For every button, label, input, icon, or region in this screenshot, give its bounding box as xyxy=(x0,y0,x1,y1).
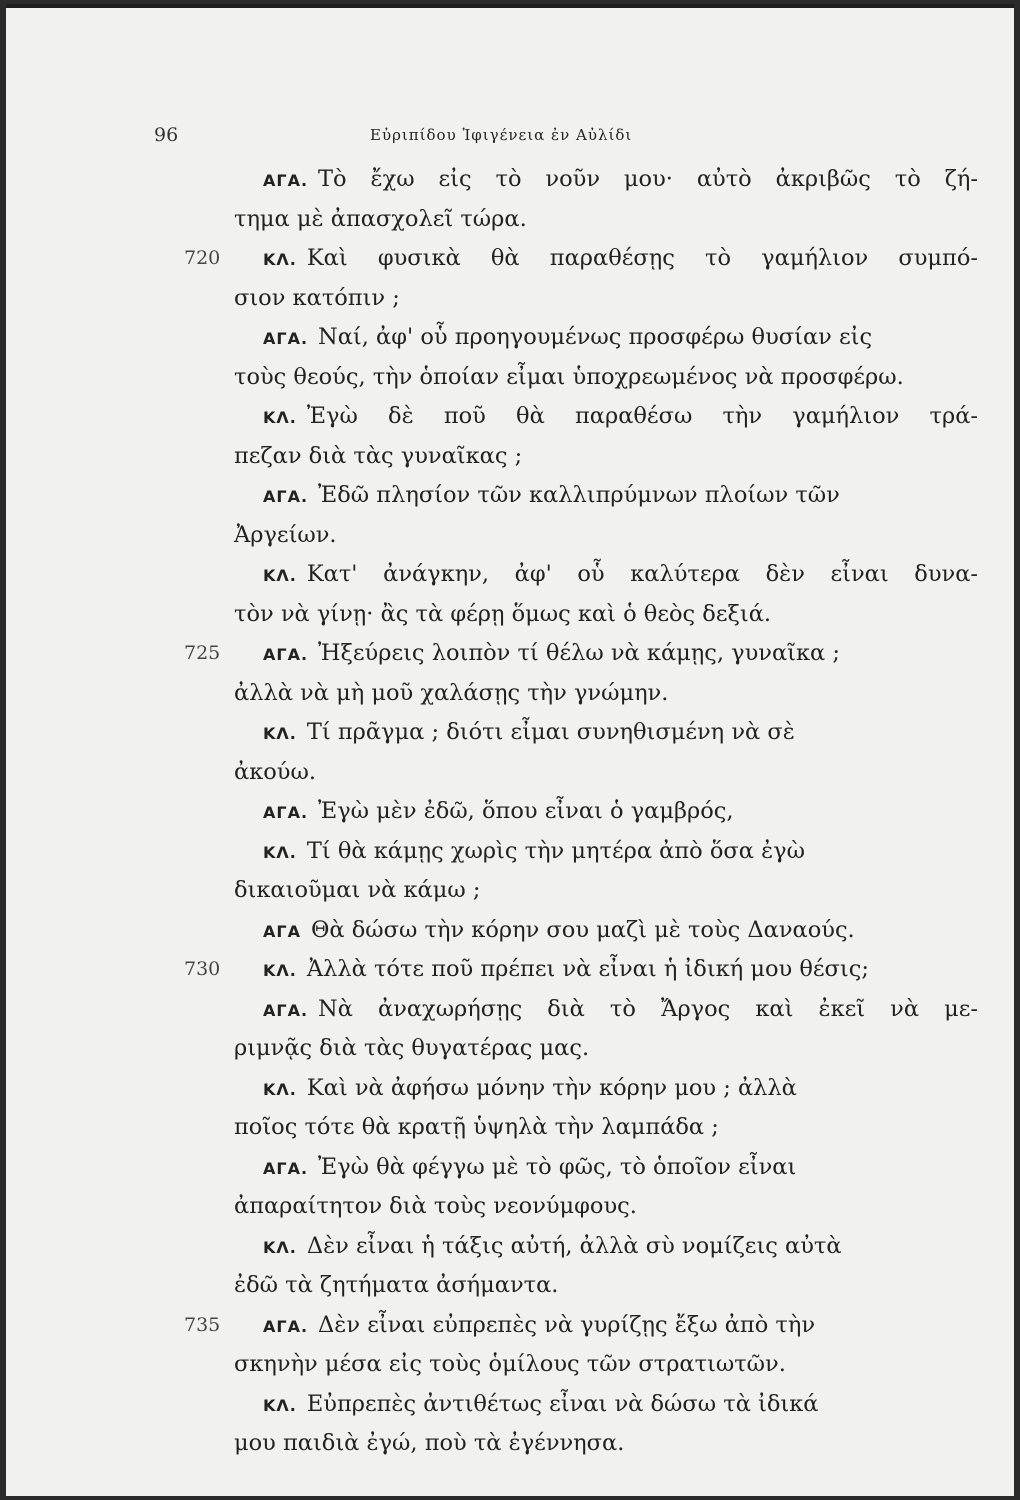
speaker-label: ΚΛ. xyxy=(263,1079,297,1099)
continuation-line xyxy=(234,1029,978,1069)
play-text xyxy=(6,160,1014,1464)
text-line xyxy=(6,753,1014,793)
speech-line xyxy=(263,1385,978,1426)
continuation-line xyxy=(234,1187,978,1227)
line-text: σκηνὴν μέσα εἰς τοὺς ὁμίλους τῶν στρατιωτῶν. xyxy=(234,1351,786,1377)
speaker-label: ΑΓΑ. xyxy=(263,329,309,348)
page-header xyxy=(6,124,1014,150)
line-text: ἀκούω. xyxy=(234,758,316,785)
line-text: Νὰ ἀναχωρήσῃς διὰ τὸ Ἄργος καὶ ἐκεῖ νὰ με- xyxy=(318,995,978,1022)
text-line xyxy=(6,1108,1014,1148)
text-line xyxy=(6,674,1014,714)
text-line xyxy=(6,792,1014,832)
speaker-label: ΚΛ. xyxy=(263,724,297,743)
text-line xyxy=(6,1424,1014,1464)
text-line xyxy=(6,1306,1014,1346)
line-text: τοὺς θεούς, τὴν ὁποίαν εἶμαι ὑποχρεωμένος νὰ προσφέρω. xyxy=(234,363,904,390)
speech-line xyxy=(263,476,978,517)
text-line xyxy=(6,990,1014,1030)
continuation-line xyxy=(234,200,978,240)
speech-line xyxy=(263,950,978,991)
line-text: ἀπαραίτητον διὰ τοὺς νεονύμφους. xyxy=(234,1193,637,1219)
continuation-line xyxy=(234,1345,978,1385)
continuation-line xyxy=(234,516,978,556)
speaker-label: ΑΓΑ. xyxy=(263,645,309,664)
text-line xyxy=(6,1069,1014,1109)
line-text: ἐδῶ τὰ ζητήματα ἀσήμαντα. xyxy=(234,1272,559,1298)
speaker-label: ΑΓΑ. xyxy=(263,1000,309,1020)
line-text: Κατ' ἀνάγκην, ἀφ' οὗ καλύτερα δὲν εἶναι δυνα- xyxy=(306,561,978,587)
line-text: Ἠξεύρεις λοιπὸν τί θέλω νὰ κάμῃς, γυναῖκα ; xyxy=(318,640,840,666)
speech-line xyxy=(263,713,978,754)
text-line xyxy=(6,1345,1014,1385)
continuation-line xyxy=(234,279,978,319)
text-line xyxy=(6,634,1014,674)
text-line xyxy=(6,911,1014,951)
speaker-label: ΑΓΑ. xyxy=(263,803,309,822)
text-line xyxy=(6,1266,1014,1306)
line-text: Ναί, ἀφ' οὗ προηγουμένως προσφέρω θυσίαν εἰς xyxy=(318,324,873,350)
line-text: σιον κατόπιν ; xyxy=(234,284,400,311)
verse-line-number: 720 xyxy=(184,247,221,269)
speech-line xyxy=(263,1306,978,1347)
text-line xyxy=(6,200,1014,240)
text-line xyxy=(6,871,1014,911)
line-text: ριμνᾷς διὰ τὰς θυγατέρας μας. xyxy=(234,1035,590,1061)
speech-line xyxy=(263,911,978,952)
speaker-label: ΑΓΑ. xyxy=(263,171,309,190)
text-line xyxy=(6,160,1014,200)
text-line xyxy=(6,950,1014,990)
text-line xyxy=(6,239,1014,279)
continuation-line xyxy=(234,753,978,793)
text-line xyxy=(6,279,1014,319)
speaker-label: ΑΓΑ. xyxy=(263,1316,309,1336)
line-text: Ἀλλὰ τότε ποῦ πρέπει νὰ εἶναι ἡ ἰδική μου θέσις; xyxy=(306,956,869,982)
text-line xyxy=(6,1029,1014,1069)
speech-line xyxy=(263,555,978,596)
line-text: Δὲν εἶναι εὐπρεπὲς νὰ γυρίζῃς ἔξω ἀπὸ τὴν xyxy=(318,1311,816,1338)
text-line xyxy=(6,555,1014,595)
speaker-label: ΑΓΑ. xyxy=(263,1158,309,1178)
verse-line-number: 735 xyxy=(184,1313,221,1336)
line-text: Δὲν εἶναι ἡ τάξις αὐτή, ἀλλὰ σὺ νομίζεις αὐτὰ xyxy=(306,1232,842,1259)
book-page xyxy=(6,4,1014,1496)
line-text: ἀλλὰ νὰ μὴ μοῦ χαλάσῃς τὴν γνώμην. xyxy=(234,679,669,706)
speaker-label: ΚΛ. xyxy=(263,1237,297,1257)
speech-line xyxy=(263,1227,978,1268)
continuation-line xyxy=(234,1266,978,1306)
line-text: Τί θὰ κάμῃς χωρὶς τὴν μητέρα ἀπὸ ὅσα ἐγὼ xyxy=(306,837,805,864)
speech-line xyxy=(263,990,978,1031)
speaker-label: ΚΛ. xyxy=(263,408,297,427)
text-line xyxy=(6,713,1014,753)
line-text: ποῖος τότε θὰ κρατῇ ὑψηλὰ τὴν λαμπάδα ; xyxy=(234,1114,719,1140)
line-text: Τὸ ἔχω εἰς τὸ νοῦν μου· αὐτὸ ἀκριβῶς τὸ ζή- xyxy=(318,166,978,192)
continuation-line xyxy=(234,437,978,477)
continuation-line xyxy=(234,1424,978,1464)
text-line xyxy=(6,318,1014,358)
line-text: Ἐγὼ μὲν ἐδῶ, ὅπου εἶναι ὁ γαμβρός, xyxy=(318,798,734,824)
line-text: Καὶ φυσικὰ θὰ παραθέσῃς τὸ γαμήλιον συμπό- xyxy=(306,245,978,271)
speaker-label: ΚΛ. xyxy=(263,566,297,585)
continuation-line xyxy=(234,358,978,398)
continuation-line xyxy=(234,674,978,714)
text-line xyxy=(6,516,1014,556)
text-line xyxy=(6,1385,1014,1425)
line-text: μου παιδιὰ ἐγώ, ποὺ τὰ ἐγέννησα. xyxy=(234,1430,625,1456)
speech-line xyxy=(263,832,978,873)
line-text: Ἐγὼ δὲ ποῦ θὰ παραθέσω τὴν γαμήλιον τρά- xyxy=(306,403,978,429)
line-text: Καὶ νὰ ἀφήσω μόνην τὴν κόρην μου ; ἀλλὰ xyxy=(306,1074,797,1101)
speaker-label: ΑΓΑ. xyxy=(263,487,309,506)
speech-line xyxy=(263,397,978,438)
line-text: Ἐδῶ πλησίον τῶν καλλιπρύμνων πλοίων τῶν xyxy=(318,482,840,508)
line-text: πεζαν διὰ τὰς γυναῖκας ; xyxy=(234,442,523,469)
text-line xyxy=(6,832,1014,872)
line-text: Εὐπρεπὲς ἀντιθέτως εἶναι νὰ δώσω τὰ ἰδικά xyxy=(306,1390,819,1417)
speech-line xyxy=(263,160,978,201)
continuation-line xyxy=(234,871,978,911)
text-line xyxy=(6,1227,1014,1267)
text-line xyxy=(6,437,1014,477)
text-line xyxy=(6,1187,1014,1227)
speech-line xyxy=(263,1148,978,1189)
line-text: Τί πρᾶγμα ; διότι εἶμαι συνηθισμένη νὰ σὲ xyxy=(306,719,795,745)
line-text: Θὰ δώσω τὴν κόρην σου μαζὶ μὲ τοὺς Δαναούς. xyxy=(310,916,855,943)
speaker-label: ΑΓΑ xyxy=(263,921,301,941)
text-line xyxy=(6,476,1014,516)
running-title: Εὐριπίδου Ἰφιγένεια ἐν Αὐλίδι xyxy=(370,126,633,144)
text-line xyxy=(6,397,1014,437)
line-text: δικαιοῦμαι νὰ κάμω ; xyxy=(234,877,481,903)
line-text: τημα μὲ ἀπασχολεῖ τώρα. xyxy=(234,205,527,232)
verse-line-number: 730 xyxy=(184,958,221,980)
speaker-label: ΚΛ. xyxy=(263,961,297,980)
page-number: 96 xyxy=(154,124,179,146)
line-text: τὸν νὰ γίνῃ· ἂς τὰ φέρῃ ὅμως καὶ ὁ θεὸς δεξιά. xyxy=(234,600,772,627)
continuation-line xyxy=(234,595,978,635)
line-text: Ἐγὼ θὰ φέγγω μὲ τὸ φῶς, τὸ ὁποῖον εἶναι xyxy=(318,1153,797,1180)
text-line xyxy=(6,358,1014,398)
line-text: Ἀργείων. xyxy=(234,521,337,548)
verse-line-number: 725 xyxy=(184,642,221,664)
speech-line xyxy=(263,318,978,359)
speaker-label: ΚΛ. xyxy=(263,250,297,269)
speaker-label: ΚΛ. xyxy=(263,1395,297,1415)
text-line xyxy=(6,595,1014,635)
continuation-line xyxy=(234,1108,978,1148)
text-line xyxy=(6,1148,1014,1188)
speech-line xyxy=(263,634,978,675)
speaker-label: ΚΛ. xyxy=(263,842,297,862)
speech-line xyxy=(263,1069,978,1110)
speech-line xyxy=(263,792,978,833)
speech-line xyxy=(263,239,978,280)
